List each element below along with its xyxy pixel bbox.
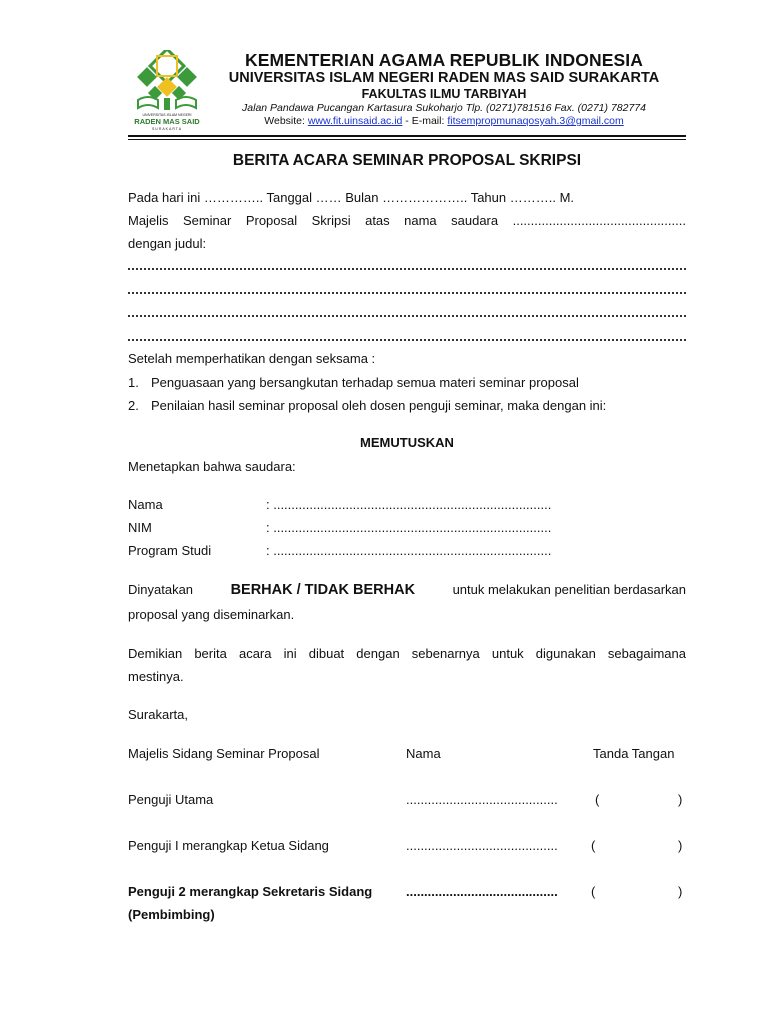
consideration-item: Penilaian hasil seminar proposal oleh dosen penguji seminar, maka dengan ini:	[151, 398, 607, 413]
row-role: Penguji 2 merangkap Sekretaris Sidang	[128, 884, 373, 899]
website-label: Website:	[264, 115, 308, 127]
university-logo	[128, 50, 206, 134]
word: Seminar	[182, 213, 232, 228]
title-label: dengan judul:	[128, 236, 207, 251]
row-name-blank: ..........................................	[406, 884, 558, 899]
date-line: Pada hari ini ………….. Tanggal …… Bulan ……………….. Tahun ……….. M.	[128, 190, 575, 205]
row-name-blank: ..........................................	[406, 838, 558, 853]
table-header-signature: Tanda Tangan	[593, 746, 675, 761]
svg-text:RADEN MAS SAID: RADEN MAS SAID	[134, 117, 200, 126]
document-title: BERITA ACARA SEMINAR PROPOSAL SKRIPSI	[232, 152, 582, 169]
row-name-blank: ..........................................	[406, 792, 558, 807]
field-value-prodi: : .............................................................................	[266, 543, 552, 558]
svg-text:SURAKARTA: SURAKARTA	[151, 127, 183, 131]
row-role: Penguji Utama	[128, 792, 214, 807]
ministry-title: KEMENTERIAN AGAMA REPUBLIK INDONESIA	[244, 50, 643, 70]
word: Skripsi	[311, 213, 351, 228]
title-blank-line	[128, 313, 686, 317]
row-role: Penguji I merangkap Ketua Sidang	[128, 838, 329, 853]
decision-heading: MEMUTUSKAN	[360, 435, 454, 450]
word: atas	[365, 213, 390, 228]
svg-text:UNIVERSITAS ISLAM NEGERI: UNIVERSITAS ISLAM NEGERI	[142, 113, 192, 117]
email-separator: - E-mail:	[402, 115, 448, 127]
university-title: UNIVERSITAS ISLAM NEGERI RADEN MAS SAID SURAKARTA	[228, 70, 660, 86]
word: Proposal	[245, 213, 298, 228]
row-role-note: (Pembimbing)	[128, 907, 215, 922]
consideration-intro: Setelah memperhatikan dengan seksama :	[128, 351, 376, 366]
declaration-line	[128, 582, 686, 598]
field-value-nama: : .............................................................................	[266, 497, 552, 512]
field-label-nim: NIM	[128, 520, 152, 535]
word: nama	[404, 213, 437, 228]
email-link[interactable]: fitsempropmunaqosyah.3@gmail.com	[447, 115, 624, 127]
declaration-rest: untuk melakukan penelitian berdasarkan	[452, 582, 686, 597]
decision-intro: Menetapkan bahwa saudara:	[128, 459, 296, 474]
title-blank-line	[128, 337, 686, 341]
eligibility-status: BERHAK / TIDAK BERHAK	[230, 582, 416, 598]
place-date: Surakarta,	[128, 707, 188, 722]
field-label-prodi: Program Studi	[128, 543, 212, 558]
header-rule-thick	[128, 135, 686, 137]
field-value-nim: : .............................................................................	[266, 520, 552, 535]
closing-line-2: mestinya.	[128, 669, 184, 684]
word: saudara	[451, 213, 499, 228]
table-header-role: Majelis Sidang Seminar Proposal	[128, 746, 320, 761]
signature-close: )	[678, 838, 683, 853]
word: Majelis	[128, 213, 169, 228]
list-number: 2.	[128, 398, 139, 413]
faculty-title: FAKULTAS ILMU TARBIYAH	[361, 87, 527, 101]
field-label-nama: Nama	[128, 497, 163, 512]
signature-open: (	[595, 792, 600, 807]
closing-line: Demikian berita acara ini dibuat dengan sebenarnya untuk digunakan sebagaimana	[128, 646, 686, 661]
signature-close: )	[678, 792, 683, 807]
title-blank-line	[128, 290, 686, 294]
title-blank-line	[128, 266, 686, 270]
website-link[interactable]: www.fit.uinsaid.ac.id	[307, 115, 403, 127]
signature-open: (	[591, 838, 596, 853]
address-line: Jalan Pandawa Pucangan Kartasura Sukoharjo Tlp. (0271)781516 Fax. (0271) 782774	[242, 102, 646, 114]
signature-close: )	[678, 884, 683, 899]
name-blank: ................................................	[512, 213, 686, 228]
panel-line	[128, 213, 686, 228]
consideration-item: Penguasaan yang bersangkutan terhadap semua materi seminar proposal	[151, 375, 579, 390]
table-header-name: Nama	[406, 746, 441, 761]
declaration-word: Dinyatakan	[128, 582, 194, 597]
contact-line	[204, 115, 684, 127]
signature-open: (	[591, 884, 596, 899]
declaration-line-2: proposal yang diseminarkan.	[128, 607, 295, 622]
list-number: 1.	[128, 375, 139, 390]
header-rule-thin	[128, 139, 686, 140]
